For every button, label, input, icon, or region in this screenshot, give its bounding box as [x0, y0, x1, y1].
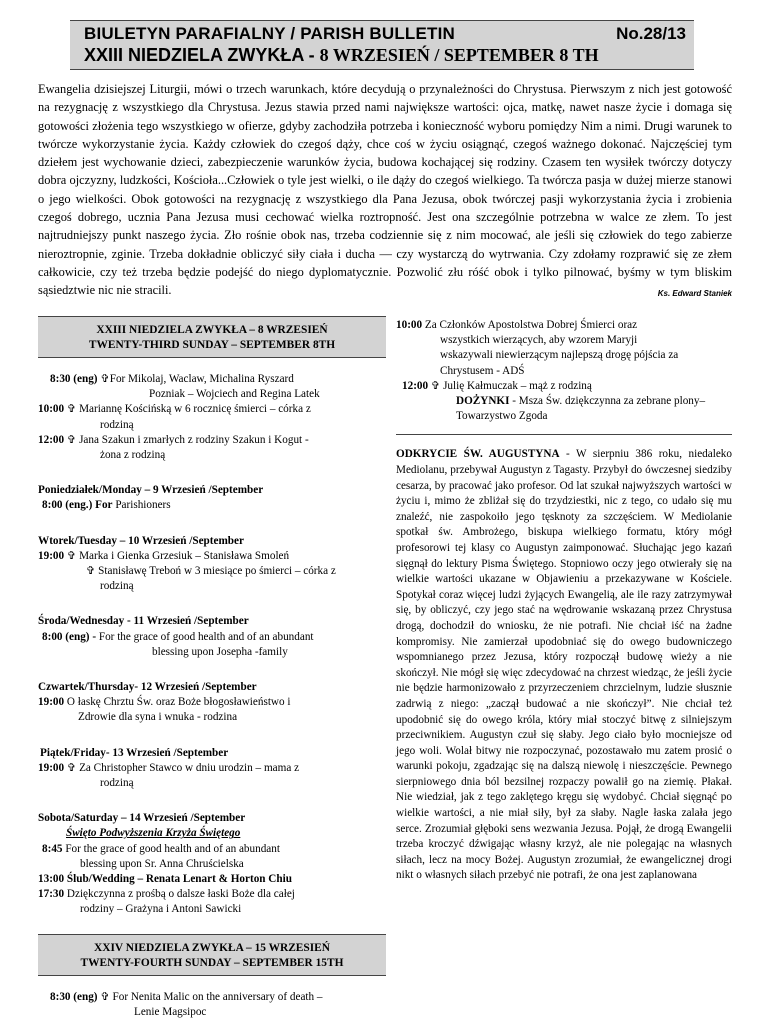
mass-entry: [396, 379, 732, 394]
mass-time: 8:00 (eng) -: [42, 630, 97, 643]
bulletin-title: BIULETYN PARAFIALNY / PARISH BULLETIN: [84, 24, 456, 43]
day-title-monday: Poniedziałek/Monday – 9 Wrzesień /September: [38, 484, 264, 497]
mass-intention-cont: Pozniak – Wojciech and Regina Latek: [149, 388, 320, 401]
section-header-sunday-1: [38, 316, 386, 358]
mass-intention-cont: blessing upon Sr. Anna Chruścielska: [80, 857, 244, 870]
subtitle-date: 8 WRZESIEŃ / SEPTEMBER 8 TH: [319, 45, 599, 65]
mass-intention: For Nenita Malic on the anniversary of death –: [112, 990, 323, 1003]
feast-title: Święto Podwyższenia Krzyża Świętego: [66, 827, 241, 840]
mass-time: 12:00: [38, 433, 65, 446]
cross-icon: ✞: [100, 373, 110, 385]
section-title-pl: XXIV NIEDZIELA ZWYKŁA – 15 WRZESIEŃ: [94, 941, 330, 954]
mass-entry: [38, 842, 386, 857]
mass-intention: Za Christopher Stawco w dniu urodzin – mama z: [79, 761, 300, 774]
mass-intention: Marka i Gienka Grzesiuk – Stanisława Smoleń: [79, 549, 290, 562]
intro-reflection: [38, 80, 732, 304]
mass-intention-cont: Lenie Magsipoc: [134, 1005, 207, 1018]
day-title-friday: Piątek/Friday- 13 Wrzesień /September: [40, 746, 229, 759]
cross-icon: ✞: [66, 761, 77, 774]
mass-time: 12:00: [402, 379, 429, 392]
harvest-title: DOŻYNKI: [456, 395, 510, 408]
harvest-mass: [396, 394, 732, 409]
mass-intention-cont: żona z rodziną: [100, 449, 166, 462]
day-title-wednesday: Środa/Wednesday - 11 Wrzesień /September: [38, 615, 249, 628]
mass-time: 13:00: [38, 873, 65, 886]
mass-time: 19:00: [38, 761, 65, 774]
mass-intention-cont: rodziną: [100, 777, 134, 790]
mass-intention-cont: wskazywali niewierzącym najlepszą drogę pójścia za: [440, 349, 679, 362]
mass-intention: Mariannę Kościńską w 6 rocznicę śmierci – córka z: [79, 403, 311, 416]
cross-icon: ✞: [100, 990, 110, 1003]
mass-entry: [38, 564, 386, 579]
mass-entry: [38, 402, 386, 417]
mass-entry: [38, 872, 386, 887]
mass-intention: O łaskę Chrztu Św. oraz Boże błogosławieństwo i: [66, 696, 291, 709]
mass-time: 19:00: [38, 549, 65, 562]
mass-time: 8:00 (eng.) For: [42, 499, 113, 512]
cross-icon: ✞: [66, 433, 77, 446]
bulletin-subtitle: [84, 45, 599, 66]
mass-schedule-right: [396, 318, 732, 884]
mass-intention-cont: Chrystusem - ADŚ: [440, 364, 525, 377]
mass-intention: Jana Szakun i zmarłych z rodziny Szakun i Kogut -: [79, 433, 309, 446]
mass-intention-cont: Towarzystwo Zgoda: [456, 410, 548, 423]
section-divider: [396, 434, 732, 435]
day-title-tuesday: Wtorek/Tuesday – 10 Wrzesień /September: [38, 534, 244, 547]
mass-time: 19:00: [38, 696, 65, 709]
section-title-pl: XXIII NIEDZIELA ZWYKŁA – 8 WRZESIEŃ: [96, 324, 328, 336]
mass-schedule-left: [38, 316, 386, 1020]
mass-time: 10:00: [396, 319, 423, 331]
section-title-en: TWENTY-THIRD SUNDAY – SEPTEMBER 8TH: [88, 339, 336, 351]
mass-intention-cont: rodziną: [100, 418, 134, 431]
cross-icon: ✞: [430, 379, 441, 392]
harvest-text: - Msza Św. dziękczynna za zebrane plony–: [509, 395, 706, 408]
mass-intention: For Mikolaj, Waclaw, Michalina Ryszard: [109, 373, 294, 385]
section-title-en: TWENTY-FOURTH SUNDAY – SEPTEMBER 15TH: [80, 956, 344, 969]
mass-entry: [38, 498, 386, 513]
mass-intention: Dziękczynna z prośbą o dalsze łaski Boże dla całej: [66, 888, 295, 901]
article-title: ODKRYCIE ŚW. AUGUSTYNA: [396, 448, 560, 461]
mass-intention: For the grace of good health and of an abundant: [98, 630, 314, 643]
mass-intention-cont: wszystkich wierzących, aby wzorem Maryji: [440, 334, 638, 347]
mass-entry: [38, 630, 386, 645]
mass-intention-cont: rodziną: [100, 580, 134, 593]
mass-intention: Julię Kałmuczak – mąż z rodziną: [443, 379, 592, 392]
section-header-sunday-2: [38, 934, 386, 976]
mass-time: 8:30 (eng): [50, 373, 98, 385]
mass-entry: [38, 695, 386, 710]
bulletin-number: No.28/13: [616, 24, 686, 43]
mass-time: 10:00: [38, 403, 65, 416]
wedding-text: Ślub/Wedding – Renata Lenart & Horton Chiu: [66, 873, 292, 886]
mass-entry: [38, 761, 386, 776]
mass-entry: [38, 887, 386, 902]
mass-entry: [38, 990, 386, 1005]
cross-icon: ✞: [66, 549, 77, 562]
mass-intention-cont: Zdrowie dla syna i wnuka - rodzina: [78, 711, 238, 724]
mass-time: 8:30 (eng): [50, 990, 98, 1003]
day-title-thursday: Czwartek/Thursday- 12 Wrzesień /September: [38, 681, 257, 694]
mass-time: 17:30: [38, 888, 65, 901]
mass-entry: [38, 433, 386, 448]
mass-intention: Za Członków Apostolstwa Dobrej Śmierci oraz: [424, 319, 638, 331]
mass-intention-cont: rodziny – Grażyna i Antoni Sawicki: [80, 903, 242, 916]
mass-intention-cont: blessing upon Josepha -family: [152, 645, 288, 658]
intro-signature: Ks. Edward Staniek: [657, 289, 732, 299]
mass-entry: [38, 372, 386, 387]
mass-entry: [38, 549, 386, 564]
mass-intention: For the grace of good health and of an abundant: [65, 842, 280, 855]
article-text: - W sierpniu 386 roku, niedaleko Mediolanu, przebywał Augustyn z Tagasty. Przybył do ówczesnej siedziby cesarza, by pracować jako profesor. Od lat szukał najwyższych wartości w życiu i, mimo że zbliżał się do trzydziestki, nic z tego, co udało się mu znaleźć, nie zaspokoiło jego tęsknoty za szczęściem. W Mediolanie spotkał św. Ambrożego, biskupa wielkiego formatu, który mógł profesorowi tej klasy co Augustyn zaimponować. Słuchając jego kazań sięgnął do lektury Pisma Świętego. Stopniowo oczy jego otwierały się na wielkie wartości ukazane w Objawieniu a przekazywane w Kościele. Spotykał coraz więcej ludzi żyjących Ewangelią, ale ile razy zatrzymywał się, by obliczyć, czy jego stać na wędrowanie wskazaną przez Chrystusa drogą, dochodził do wniosku, że nie potrafi. Nie chciał iść na żadne kompromisy. Nie zamierzał upodobniać się do owego budowniczego wspomnianego przez Jezusa, który rozpoczął budowę wieży a nie skończył. Nie mógł się więc zdecydować na chrzest wiedząc, że jeśli życie nie będzie harmonizowało z przyrzeczeniem chrzcielnym, ludzie słusznie zadrwią z niego: „zaczął budować a nie skończył”. Nie chciał też upodobnić się do owego króla, który miał stoczyć bitwę z silniejszym przeciwnikiem. Augustyn czuł się słaby. Jego ciało było mocniejsze od jego woli. Wolał bitwy nie rozpoczynać, pozostawało mu zatem prosić o warunki pokoju, zgadzając się na dalszą niewolę i nieszczęście. Pewnego sierpniowego dnia ból bezsilnej rozpaczy powalił go na ziemię. Płakał. Nie wiedział, jak z tego zaklętego kręgu się wydobyć. Chciał sięgnąć po wielkie wartości, a nie miał siły, był za słaby. Nagle łaska zalała jego serce. Zrozumiał głęboki sens wezwania Jezusa. Pojął, że drogą Ewangelii trzeba kroczyć dźwigając własny krzyż, ale nie polegając na własnych siłach, lecz na mocy Bożej. Augustyn zrozumiał, że ewangelicznej drogi nikt o własnych siłach przebyć nie potrafi, że ona jest zaplanowana: [396, 448, 732, 882]
mass-entry: [396, 318, 732, 333]
mass-time: 8:45: [42, 842, 63, 855]
subtitle-sunday: XXIII NIEDZIELA ZWYKŁA -: [84, 45, 320, 65]
intro-text: Ewangelia dzisiejszej Liturgii, mówi o trzech warunkach, które decydują o przynależności do Chrystusa. Pierwszym z nich jest gotowość na rezygnację z wszystkiego dla Chrystusa. Jezus stawia przed nami największe wartości: ojca, matkę, nawet nasze życie i domaga się gotowości złożenia tego wszystkiego w ofierze, gdyby zachodziła potrzeba i konieczność wyboru pomiędzy Nim a nimi. Drugi warunek to twórcze wykorzystanie życia. Każdy człowiek do czegoś dąży, chce coś w życiu osiągnąć, czegoś ważnego dokonać. Najczęściej tym dziełem jest wychowanie dzieci, zabezpieczenie warunków życia, budowa kochającej się rodziny. Czasem ten wysiłek twórczy dotyczy dobra ojczyzny, ludzkości, Kościoła...Człowiek o tyle jest wielki, o ile dąży do czegoś wielkiego. Ta twórcza pasja w dużej mierze stanowi o jego wielkości. Obok gotowości na rezygnację z wszystkiego dla Pana Jezusa, obok twórczej pasji wykorzystania życia i zrobienia czegoś dobrego, ucznia Pana Jezusa musi cechować wielka roztropność. Jest ona szczególnie potrzebna w walce ze złem. To jest najtrudniejszy punkt naszego życia. Zło rośnie obok nas, trzeba codziennie się z nim mocować, ale jeśli się człowiek do tego zabierze nieroztropnie, zginie. Trzeba dokładnie obliczyć siły ciała i ducha — czy wystarczą do wytrwania. Czy zdołamy rozprawić się ze złem całkowicie, czy też trzeba będzie podejść do niego dyplomatycznie. Pozwolić złu róść obok i tylko pilnować, byśmy w tym bliskim sąsiedztwie nic nie stracili.: [38, 82, 732, 298]
cross-icon: ✞: [86, 565, 96, 578]
mass-intention: Stanisławę Treboń w 3 miesiące po śmierci – córka z: [98, 565, 336, 578]
article-augustine: [396, 447, 732, 884]
mass-intention: Parishioners: [115, 499, 171, 512]
cross-icon: ✞: [66, 403, 77, 416]
bulletin-header: [70, 20, 694, 70]
day-title-saturday: Sobota/Saturday – 14 Wrzesień /September: [38, 812, 246, 825]
